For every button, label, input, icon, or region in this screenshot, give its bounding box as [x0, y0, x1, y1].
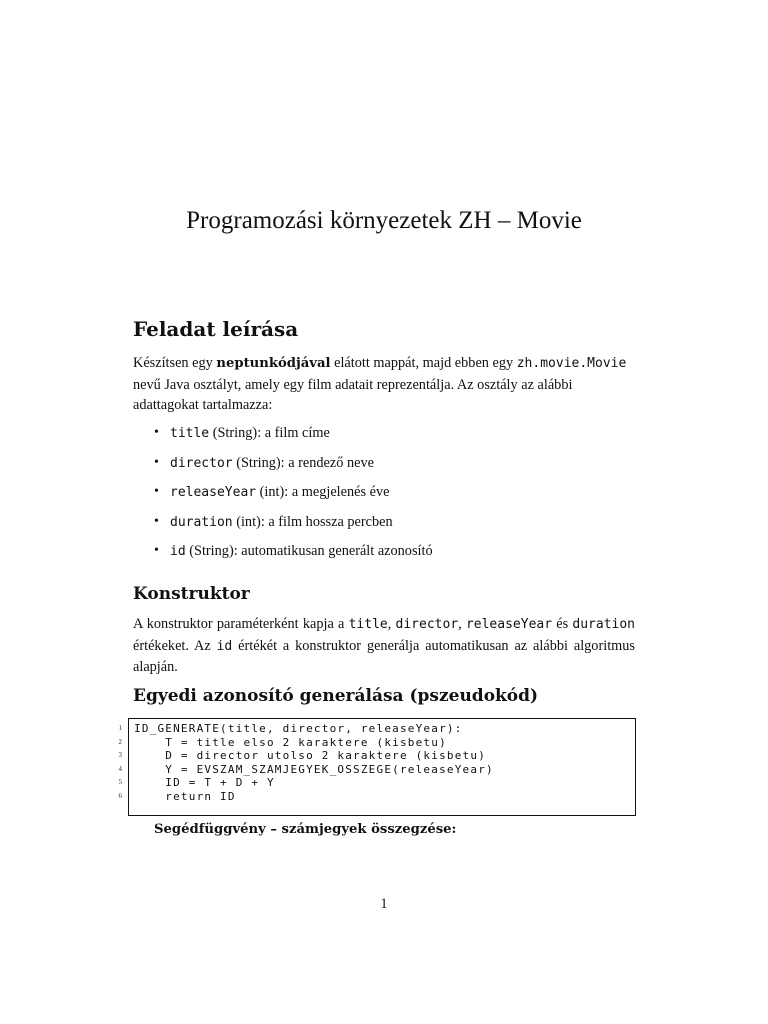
field-desc: (String): automatikusan generált azonosító [185, 543, 433, 559]
intro-class-name: zh.movie.Movie [516, 356, 627, 371]
intro-text-4: adattagokat tartalmazza: [133, 397, 273, 413]
page-number: 1 [380, 896, 388, 912]
intro-text-3: nevű Java osztályt, amely egy film adatait reprezentálja. Az osztály az alábbi [133, 376, 573, 393]
bullet-icon: • [154, 543, 159, 558]
intro-text-2: elátott mappát, majd ebben egy [330, 355, 517, 371]
field-list [154, 422, 433, 570]
section-heading-constructor: Konstruktor [133, 584, 250, 604]
bullet-icon: • [154, 484, 159, 499]
code-line-number: 1 [118, 724, 122, 732]
intro-bold-neptun: neptunkódjával [216, 356, 331, 371]
constructor-paragraph [133, 614, 635, 678]
bullet-icon: • [154, 454, 159, 470]
constructor-text: és [552, 616, 573, 632]
code-line: return ID [134, 789, 236, 803]
constructor-field-id: id [216, 638, 233, 654]
field-desc: (int): a megjelenés éve [256, 484, 390, 500]
constructor-text: értékeket. Az [133, 637, 217, 654]
field-name: title [170, 426, 210, 441]
helper-function-label: Segédfüggvény – számjegyek összegzése: [154, 822, 457, 837]
field-name: duration [170, 514, 233, 530]
code-line: ID_GENERATE(title, director, releaseYear): [134, 722, 463, 735]
code-line-number: 5 [118, 778, 122, 787]
code-line-number: 6 [118, 791, 122, 800]
code-line: D = director utolso 2 karaktere (kisbetu) [134, 749, 487, 763]
list-item [154, 511, 433, 541]
code-line: T = title elso 2 karaktere (kisbetu) [134, 735, 447, 749]
list-item [154, 452, 433, 482]
code-listing [134, 722, 494, 804]
list-item [154, 481, 433, 511]
section-heading-task: Feladat leírása [133, 317, 299, 341]
list-item [154, 540, 433, 570]
constructor-field-title: title [348, 617, 388, 632]
field-name: releaseYear [170, 485, 257, 500]
code-line: Y = EVSZAM_SZAMJEGYEK_OSSZEGE(releaseYear) [134, 762, 494, 776]
code-line: ID = T + D + Y [134, 776, 275, 790]
document-title: Programozási környezetek ZH – Movie [186, 207, 582, 234]
field-name: director [170, 455, 233, 471]
code-line-numbers [110, 722, 122, 804]
task-intro-paragraph [133, 353, 638, 416]
constructor-text: A konstruktor paraméterként kapja a [133, 616, 349, 632]
constructor-text: , [458, 616, 466, 632]
field-name: id [170, 544, 186, 559]
intro-text-1: Készítsen egy [133, 355, 217, 371]
list-item [154, 422, 433, 452]
bullet-icon: • [154, 425, 159, 440]
section-heading-id-generation: Egyedi azonosító generálása (pszeudokód) [133, 686, 539, 706]
field-desc: (String): a rendező neve [232, 454, 374, 471]
field-desc: (String): a film címe [209, 425, 330, 441]
constructor-text: értékét a konstruktor generálja automatikusan az alábbi algoritmus alapján. [133, 637, 635, 675]
code-line-number: 2 [118, 737, 122, 746]
constructor-text: , [387, 616, 396, 632]
bullet-icon: • [154, 513, 159, 529]
constructor-field-duration: duration [572, 617, 636, 632]
constructor-field-releaseyear: releaseYear [465, 617, 553, 632]
code-line-number: 4 [118, 764, 122, 773]
constructor-field-director: director [395, 617, 459, 632]
code-line-number: 3 [118, 751, 122, 760]
field-desc: (int): a film hossza percben [232, 513, 393, 530]
